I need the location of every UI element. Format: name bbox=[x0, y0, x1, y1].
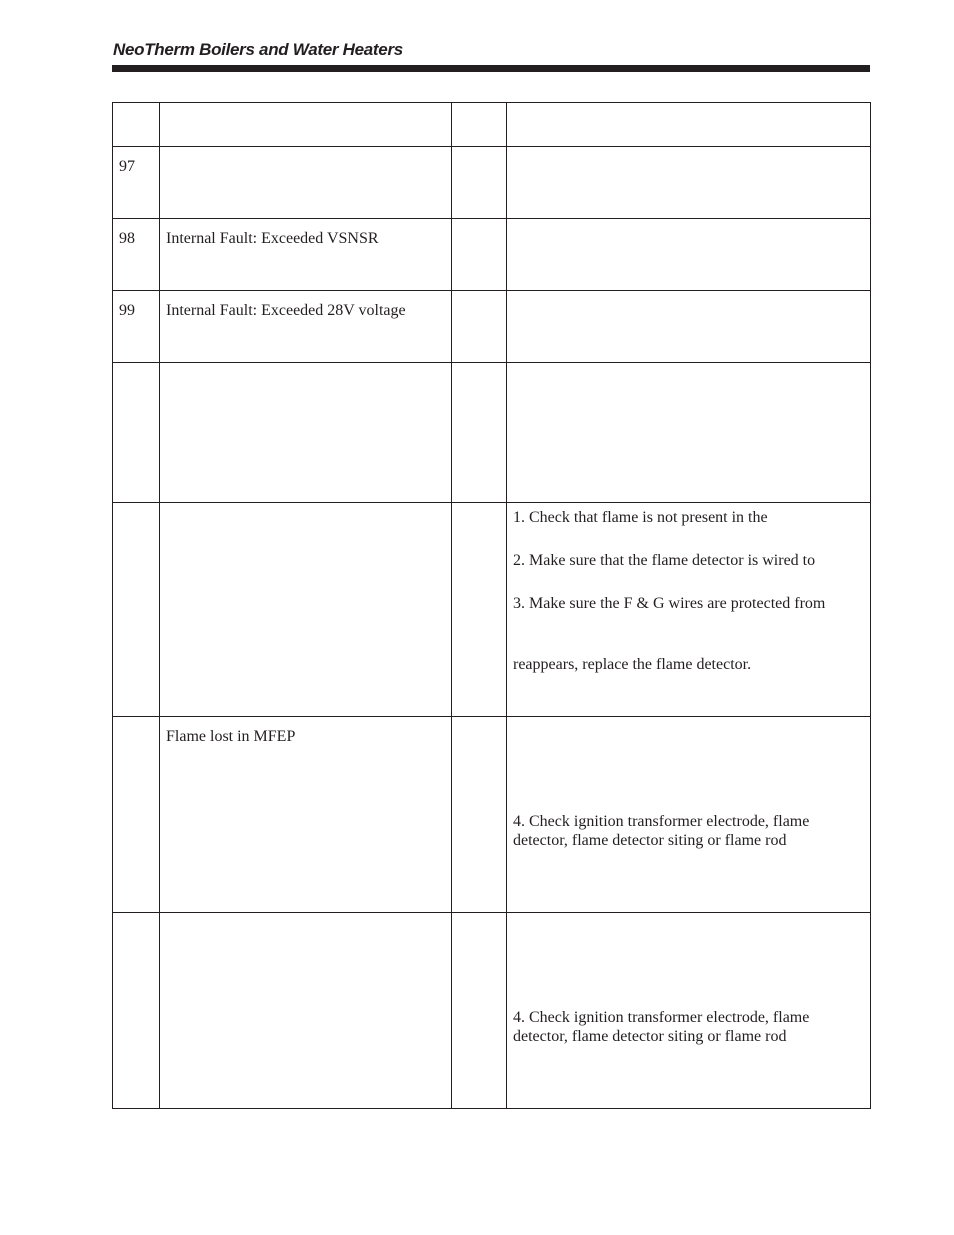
action-step-4-continuation: detector, flame detector siting or flame rod bbox=[513, 832, 787, 849]
fault-code: 97 bbox=[119, 158, 135, 175]
header-rule bbox=[112, 65, 870, 72]
action-step-4: 4. Check ignition transformer electrode, flame bbox=[513, 813, 810, 830]
fault-code: 98 bbox=[119, 230, 135, 247]
table-row bbox=[113, 219, 871, 291]
action-step-3: 3. Make sure the F & G wires are protected from bbox=[513, 595, 826, 612]
table-row bbox=[113, 147, 871, 219]
action-step-continuation: reappears, replace the flame detector. bbox=[513, 656, 752, 673]
fault-description: Internal Fault: Exceeded VSNSR bbox=[166, 230, 379, 247]
page-header-title: NeoTherm Boilers and Water Heaters bbox=[113, 40, 403, 59]
fault-description: Internal Fault: Exceeded 28V voltage bbox=[166, 302, 406, 319]
fault-description bbox=[160, 147, 451, 157]
action-step-4-continuation: detector, flame detector siting or flame rod bbox=[513, 1028, 787, 1045]
table-header-row bbox=[113, 103, 871, 147]
fault-code: 99 bbox=[119, 302, 135, 319]
header-cell-action bbox=[507, 103, 871, 147]
action-step-4: 4. Check ignition transformer electrode, flame bbox=[513, 1009, 810, 1026]
table-row bbox=[113, 291, 871, 363]
table-row bbox=[113, 913, 871, 1109]
action-step-2: 2. Make sure that the flame detector is wired to bbox=[513, 552, 816, 569]
header-cell-state bbox=[452, 103, 507, 147]
fault-code-table bbox=[112, 102, 871, 1109]
table-row bbox=[113, 717, 871, 913]
header-cell-description bbox=[160, 103, 452, 147]
header-cell-code bbox=[113, 103, 160, 147]
action-step-1: 1. Check that flame is not present in the bbox=[513, 509, 768, 526]
table-row bbox=[113, 503, 871, 717]
table-row bbox=[113, 363, 871, 503]
fault-description: Flame lost in MFEP bbox=[166, 728, 296, 745]
